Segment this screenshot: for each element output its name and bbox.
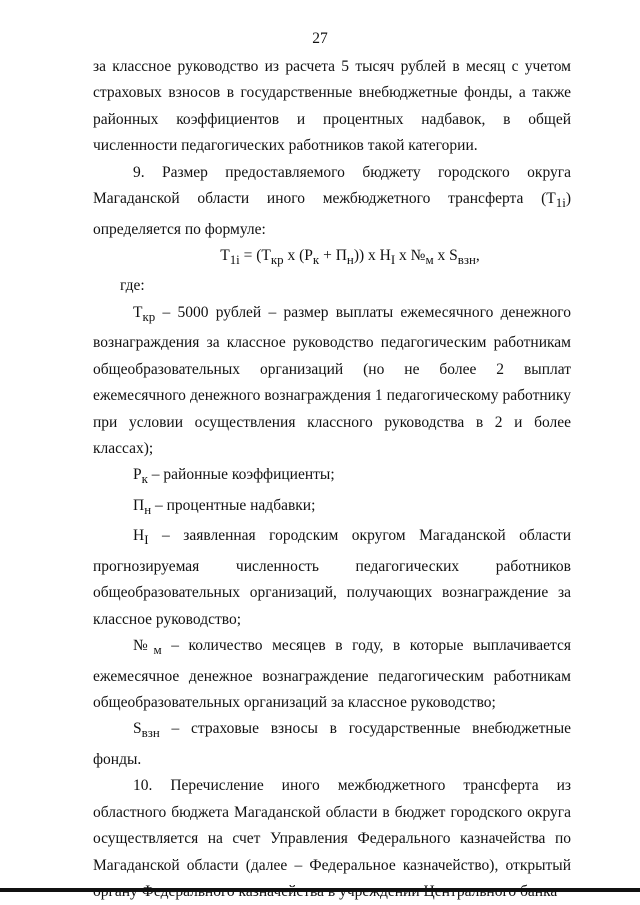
definition-nm: $№_м$ – количество месяцев в году, в которые выплачивается ежемесячное денежное вознаграждение педагогическим работникам общеобразовательных организаций за классное руководство; — [93, 637, 571, 711]
definition-pn: $П_н$ – процентные надбавки; — [133, 496, 316, 517]
document-body — [93, 0, 571, 905]
definition-s: $S_{взн}$ – страховые взносы в государственные внебюджетные фонды. — [93, 720, 571, 768]
definition-tkr: $T_{кр} - 5000$ рублей – размер выплаты ежемесячного денежного вознаграждения за классное руководство педагогическим работникам общеобразовательных организаций (но не более 2 выплат ежемесячного денежного вознаграждения 1 педагогическому работнику при условии осуществления классного руководства в 2 и более классах); — [93, 303, 571, 457]
paragraph-9: 9. Размер предоставляемого бюджету городского округа Магаданской области иного межбюджетного трансферта $(T_{1i})$ определяется по формуле: — [93, 163, 571, 238]
where-label: где: — [120, 277, 145, 295]
definition-hi: $H_I$ – заявленная городским округом Магаданской области прогнозируемая численность педагогических работников общеобразовательных организаций, получающих вознаграждение за классное руководство; — [93, 527, 571, 628]
formula: $T_{1i} = (T_{кр}$ x $(P_к + П_н)$) x $H_I$ x $№_м$ x $S_{взн}$, — [220, 246, 480, 268]
definition-pk: $P_к$ – районные коэффициенты; — [133, 466, 335, 487]
paragraph-continuation: за классное руководство из расчета 5 тысяч рублей в месяц с учетом страховых взносов в государственные внебюджетные фонды, а также районных коэффициентов и процентных надбавок, в общей численности педагогических работников такой категории. — [93, 58, 571, 155]
paragraph-10: 10. Перечисление иного межбюджетного трансферта из областного бюджета Магаданской области в бюджет городского округа осуществляется на счет Управления Федерального казначейства по Магаданской области (далее – Федеральное казначейство), открытый — [93, 777, 571, 874]
page-number: 27 — [312, 30, 328, 47]
bottom-rule — [0, 888, 640, 892]
